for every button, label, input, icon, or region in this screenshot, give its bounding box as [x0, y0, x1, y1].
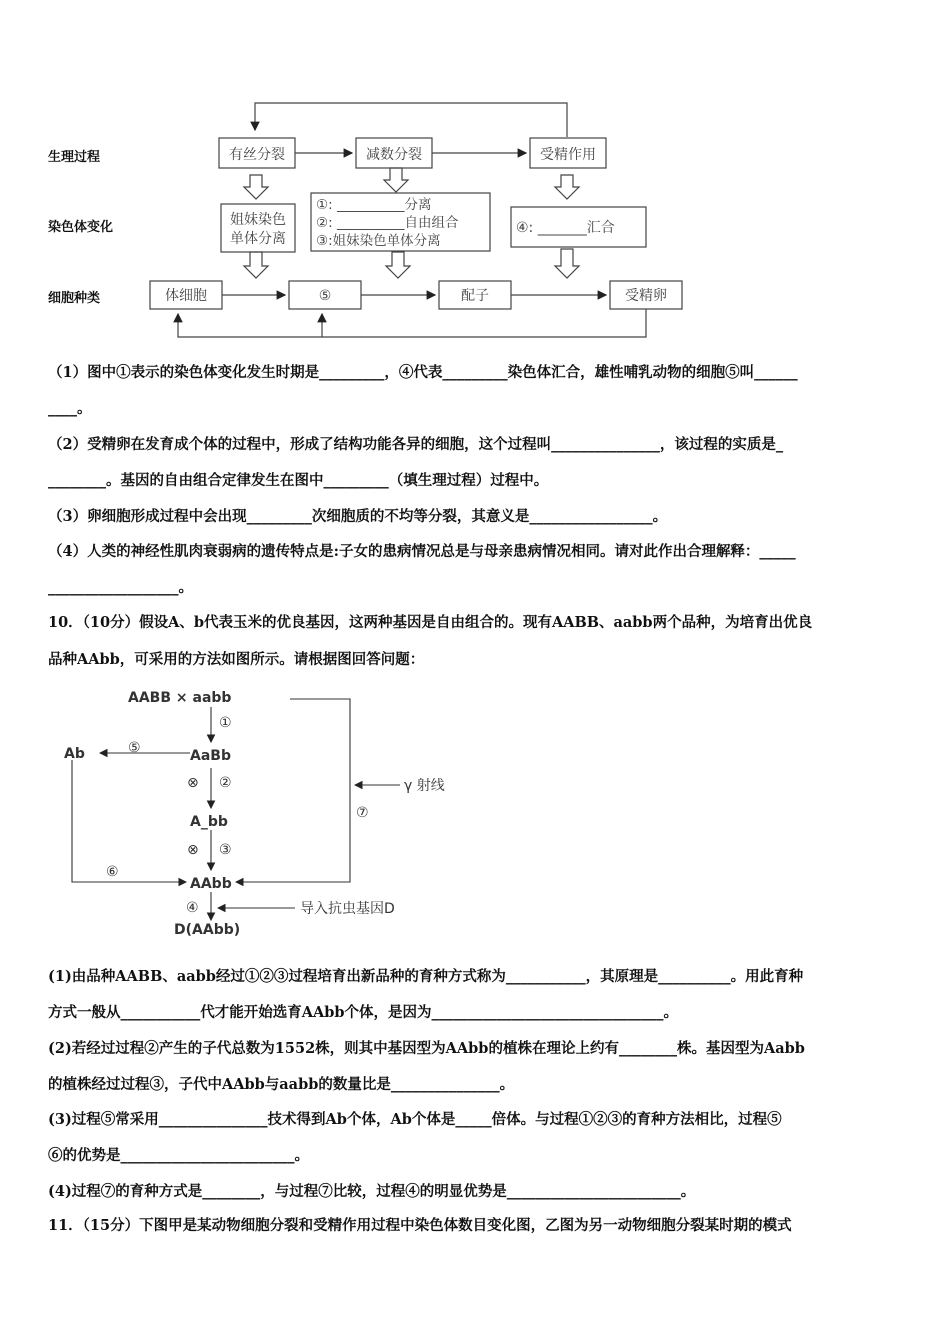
hollow-arrow-2	[384, 168, 408, 192]
row-label-chromosome: 染色体变化	[48, 220, 114, 235]
q10-answer-line-5: (3)过程⑤常采用_______________技术得到Ab个体，Ab个体是_____倍体。与过程①②③的育种方法相比，过程⑤	[48, 1111, 782, 1128]
hollow-arrow-3	[555, 175, 579, 199]
q9-line-7: __________________。	[48, 579, 193, 596]
hollow-arrow-5	[386, 252, 410, 278]
text-mitosis: 有丝分裂	[229, 147, 285, 163]
q10-stem-line-1: 10．（10分）假设A、b代表玉米的优良基因，这两种基因是自由组合的。现有AABB、aabb两个品种，为培育出优良	[48, 614, 813, 631]
text-zygote: 受精卵	[625, 288, 667, 304]
bd-num-7: ⑦	[356, 805, 369, 821]
text-change-meiosis-1: ①: __________分离	[316, 197, 432, 213]
q9-line-5: （3）卵细胞形成过程中会出现_________次细胞质的不均等分裂，其意义是_________________。	[48, 508, 668, 525]
bd-final: D(AAbb)	[174, 922, 241, 938]
text-somatic-cell: 体细胞	[165, 288, 207, 304]
bd-num-4: ④	[186, 900, 199, 916]
hollow-arrow-4	[244, 252, 268, 278]
q10-answer-line-2: 方式一般从___________代才能开始选育AAbb个体，是因为________________________________。	[48, 1004, 679, 1021]
q9-line-2: ____。	[48, 400, 92, 417]
q9-line-6: （4）人类的神经性肌肉衰弱病的遗传特点是:子女的患病情况总是与母亲患病情况相同。请对此作出合理解释：_____	[48, 543, 796, 560]
text-fertilization: 受精作用	[540, 147, 596, 163]
bd-num-5: ⑤	[128, 740, 141, 756]
text-change-fertilization: ④: _______汇合	[516, 220, 615, 236]
bd-cross: AABB × aabb	[128, 690, 232, 706]
loop-arrow-top	[255, 103, 567, 137]
q10-answer-line-7: (4)过程⑦的育种方式是________，与过程⑦比较，过程④的明显优势是________________________。	[48, 1183, 696, 1200]
row-label-process: 生理过程	[48, 150, 101, 165]
bd-num-2: ②	[219, 775, 232, 791]
bd-self-3: ⊗	[187, 842, 199, 858]
bd-f1: AaBb	[190, 748, 231, 764]
hollow-arrow-1	[244, 175, 268, 199]
bd-insert-gene: 导入抗虫基因D	[300, 901, 395, 917]
text-change-meiosis-3: ③:姐妹染色单体分离	[316, 233, 441, 249]
hollow-arrow-6	[555, 249, 579, 278]
bd-num-3: ③	[219, 842, 232, 858]
text-change-meiosis-2: ②: __________自由组合	[316, 215, 459, 231]
q10-answer-line-4: 的植株经过过程③，子代中AAbb与aabb的数量比是_______________。	[48, 1076, 515, 1093]
bd-num-1: ①	[219, 715, 232, 731]
bd-selected: A_bb	[190, 814, 228, 830]
text-cell-5: ⑤	[318, 288, 332, 304]
q9-line-3: （2）受精卵在发育成个体的过程中，形成了结构功能各异的细胞，这个过程叫_______________，该过程的实质是_	[48, 436, 784, 453]
q9-line-4: ________。基因的自由组合定律发生在图中_________（填生理过程）过程中。	[48, 472, 549, 489]
text-change-mitosis-1: 姐妹染色	[230, 212, 286, 228]
reproduction-flow-diagram	[0, 0, 950, 350]
q10-answer-line-3: (2)若经过过程②产生的子代总数为1552株，则其中基因型为AAbb的植株在理论上约有________株。基因型为Aabb	[48, 1040, 805, 1057]
bd-ab: Ab	[64, 746, 85, 762]
q10-stem-line-2: 品种AAbb，可采用的方法如图所示。请根据图回答问题：	[48, 651, 425, 668]
bd-self-2: ⊗	[187, 775, 199, 791]
bd-target: AAbb	[190, 876, 232, 892]
q10-answer-line-6: ⑥的优势是________________________。	[48, 1147, 309, 1164]
bd-gamma: γ 射线	[404, 778, 445, 794]
text-change-mitosis-2: 单体分离	[230, 231, 286, 247]
loop-arrow-bottom	[178, 309, 646, 337]
q10-answer-line-1: (1)由品种AABB、aabb经过①②③过程培育出新品种的育种方式称为___________，其原理是__________。用此育种	[48, 968, 804, 985]
row-label-cell-type: 细胞种类	[48, 291, 101, 306]
q9-line-1: （1）图中①表示的染色体变化发生时期是_________，④代表_________染色体汇合，雄性哺乳动物的细胞⑤叫______	[48, 364, 798, 381]
q11-stem-line-1: 11．（15分）下图甲是某动物细胞分裂和受精作用过程中染色体数目变化图，乙图为另一动物细胞分裂某时期的模式	[48, 1217, 792, 1234]
breeding-diagram	[0, 680, 520, 950]
bd-num-6: ⑥	[106, 864, 119, 880]
text-gamete: 配子	[461, 288, 489, 304]
text-meiosis: 减数分裂	[366, 147, 422, 163]
